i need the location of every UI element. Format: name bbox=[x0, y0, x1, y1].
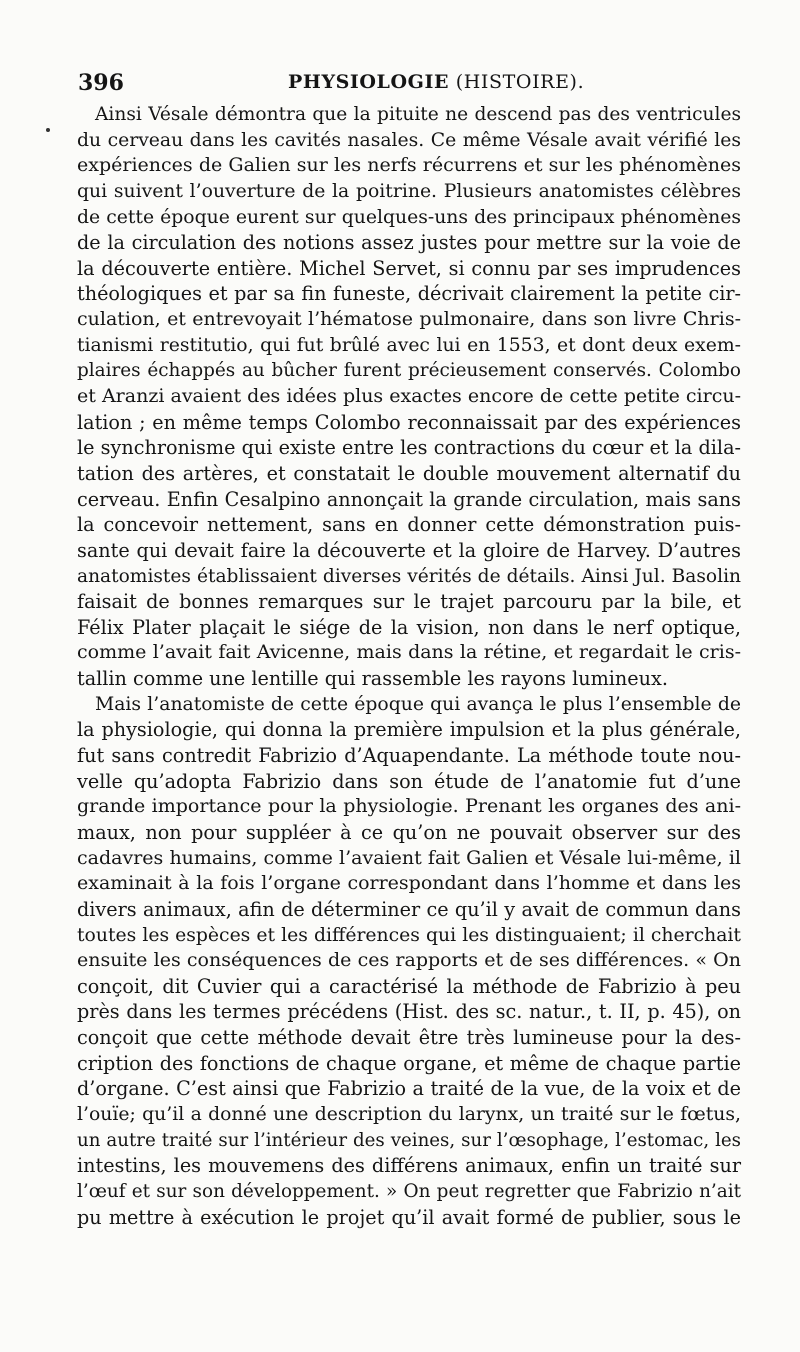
text-line: fut sans contredit Fabrizio d’Aquapendante. La méthode toute nou- bbox=[77, 744, 741, 768]
page-number: 396 bbox=[78, 70, 124, 96]
text-line: l’œuf et sur son développement. » On peut regretter que Fabrizio n’ait bbox=[77, 1180, 741, 1202]
text-line: tation des artères, et constatait le double mouvement alternatif du bbox=[77, 461, 741, 485]
text-line: velle qu’adopta Fabrizio dans son étude de l’anatomie fut d’une bbox=[77, 769, 741, 793]
text-line: examinait à la fois l’organe correspondant dans l’homme et dans les bbox=[77, 872, 741, 895]
text-line: qui suivent l’ouverture de la poitrine. Plusieurs anatomistes célèbres bbox=[77, 180, 741, 202]
text-line: d’organe. C’est ainsi que Fabrizio a traité de la vue, de la voix et de bbox=[77, 1077, 741, 1101]
text-line: ensuite les conséquences de ces rapports et de ses différences. « On bbox=[77, 949, 741, 972]
text-line: théologiques et par sa fin funeste, décrivait clairement la petite cir- bbox=[77, 282, 741, 306]
text-line: la concevoir nettement, sans en donner cette démonstration puis- bbox=[77, 513, 741, 537]
text-line: intestins, les mouvemens des différens animaux, enfin un traité sur bbox=[77, 1154, 741, 1178]
text-line: et Aranzi avaient des idées plus exactes encore de cette petite circu- bbox=[77, 385, 741, 408]
text-line: la physiologie, qui donna la première impulsion et la plus générale, bbox=[77, 718, 741, 742]
running-head-title: PHYSIOLOGIE bbox=[288, 71, 450, 93]
text-line: divers animaux, afin de déterminer ce qu’il y avait de commun dans bbox=[77, 897, 741, 921]
text-line: cerveau. Enfin Cesalpino annonçait la grande circulation, mais sans bbox=[77, 487, 741, 511]
text-line: grande importance pour la physiologie. Prenant les organes des ani- bbox=[77, 795, 741, 818]
text-line: cadavres humains, comme l’avaient fait Galien et Vésale lui-même, il bbox=[77, 846, 741, 869]
text-line: de cette époque eurent sur quelques-uns des principaux phénomènes bbox=[77, 206, 741, 228]
text-line: du cerveau dans les cavités nasales. Ce même Vésale avait vérifié les bbox=[77, 129, 741, 151]
text-line: Mais l’anatomiste de cette époque qui avança le plus l’ensemble de bbox=[95, 693, 741, 715]
running-head-subtitle: (HISTOIRE). bbox=[455, 71, 585, 93]
text-line: toutes les espèces et les différences qui les distinguaient; il cherchait bbox=[77, 924, 741, 946]
text-line: expériences de Galien sur les nerfs récurrens et sur les phénomènes bbox=[77, 154, 741, 177]
text-line: lation ; en même temps Colombo reconnaissait par des expériences bbox=[77, 410, 741, 434]
text-line: anatomistes établissaient diverses vérités de détails. Ainsi Jul. Basolin bbox=[77, 565, 741, 587]
margin-mark bbox=[46, 128, 50, 132]
text-line: conçoit que cette méthode devait être très lumineuse pour la des- bbox=[77, 1026, 741, 1050]
page-header bbox=[78, 70, 738, 102]
text-line: la découverte entière. Michel Servet, si connu par ses imprudences bbox=[77, 256, 741, 280]
text-line: pu mettre à exécution le projet qu’il avait formé de publier, sous le bbox=[77, 1205, 741, 1229]
text-line: Ainsi Vésale démontra que la pituite ne descend pas des ventricules bbox=[95, 104, 741, 125]
text-line: un autre traité sur l’intérieur des veines, sur l’œsophage, l’estomac, les bbox=[77, 1129, 741, 1151]
text-line: sante qui devait faire la découverte et la gloire de Harvey. D’autres bbox=[77, 538, 741, 562]
text-line: culation, et entrevoyait l’hématose pulmonaire, dans son livre Chris- bbox=[77, 308, 741, 331]
text-line: conçoit, dit Cuvier qui a caractérisé la méthode de Fabrizio à peu bbox=[77, 974, 741, 998]
text-line: Félix Plater plaçait le siége de la vision, non dans le nerf optique, bbox=[77, 615, 741, 639]
text-line: comme l’avait fait Avicenne, mais dans la rétine, et regardait le cris- bbox=[77, 641, 741, 664]
text-line: plaires échappés au bûcher furent précieusement conservés. Colombo bbox=[77, 360, 741, 382]
running-head bbox=[288, 71, 584, 93]
text-line: maux, non pour suppléer à ce qu’on ne pouvait observer sur des bbox=[77, 820, 741, 844]
text-line: le synchronisme qui existe entre les contractions du cœur et la dila- bbox=[77, 436, 741, 460]
text-line: de la circulation des notions assez justes pour mettre sur la voie de bbox=[77, 231, 741, 255]
body-text bbox=[77, 102, 741, 1230]
text-line: cription des fonctions de chaque organe, et même de chaque partie bbox=[77, 1051, 741, 1075]
text-line: près dans les termes précédens (Hist. des sc. natur., t. II, p. 45), on bbox=[77, 1000, 741, 1024]
text-line: tianismi restitutio, qui fut brûlé avec lui en 1553, et dont deux exem- bbox=[77, 334, 741, 356]
text-line: l’ouïe; qu’il a donné une description du larynx, un traité sur le fœtus, bbox=[77, 1103, 741, 1125]
text-line: tallin comme une lentille qui rassemble les rayons lumineux. bbox=[77, 667, 668, 691]
text-line: faisait de bonnes remarques sur le trajet parcouru par la bile, et bbox=[77, 590, 741, 614]
